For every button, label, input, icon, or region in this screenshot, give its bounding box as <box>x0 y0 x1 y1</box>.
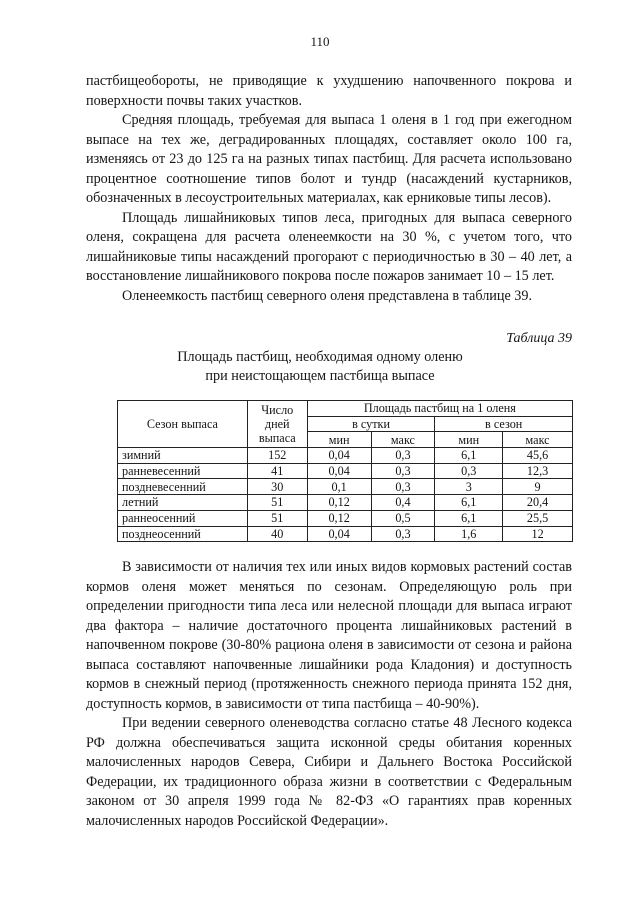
pasture-table <box>117 400 573 542</box>
paragraph: пастбищеобороты, не приводящие к ухудшению напочвенного покрова и поверхности почвы таких участков. <box>86 73 572 109</box>
table-row <box>118 510 573 526</box>
header-days <box>247 401 307 448</box>
cell-season-min: 6,1 <box>435 495 503 511</box>
cell-day-max: 0,5 <box>371 510 435 526</box>
cell-day-min: 0,1 <box>307 479 371 495</box>
cell-season: летний <box>118 495 248 511</box>
cell-season-max: 25,5 <box>503 510 573 526</box>
cell-days: 152 <box>247 448 307 464</box>
header-max: макс <box>371 432 435 448</box>
header-days-line: выпаса <box>258 431 296 446</box>
header-min: мин <box>307 432 371 448</box>
cell-season-min: 3 <box>435 479 503 495</box>
paragraph: Площадь лишайниковых типов леса, пригодных для выпаса северного оленя, сокращена для расчета оленеемкости на 30 %, с учетом того, что лишайниковые типы насаждений прогорают с периодичностью в 30 – 40 лет, а восстановление лишайникового покрова после пожаров занимает 10 – 15 лет. <box>86 209 572 284</box>
table-caption <box>0 348 640 386</box>
paragraph: Средняя площадь, требуемая для выпаса 1 оленя в 1 год при ежегодном выпасе на тех же, деградированных площадях, составляет около 100 га, изменяясь от 23 до 125 га на разных типах пастбищ. Для расчета использовано процентное соотношение типов болот и тундр (насаждений кустарников, обозначенных в лесоустроительных материалах, как ерниковые типы лесов). <box>86 112 572 206</box>
table-caption-line: при неистощающем пастбища выпасе <box>205 368 435 384</box>
cell-days: 51 <box>247 510 307 526</box>
cell-day-max: 0,4 <box>371 495 435 511</box>
cell-day-min: 0,04 <box>307 448 371 464</box>
cell-season-max: 45,6 <box>503 448 573 464</box>
cell-season: позднеосенний <box>118 526 248 542</box>
header-per-season: в сезон <box>435 416 573 432</box>
table-row <box>118 479 573 495</box>
cell-season: зимний <box>118 448 248 464</box>
paragraph: Оленеемкость пастбищ северного оленя представлена в таблице 39. <box>122 287 533 304</box>
table-caption-line: Площадь пастбищ, необходимая одному оленю <box>177 349 463 365</box>
header-min: мин <box>435 432 503 448</box>
table-row <box>118 463 573 479</box>
cell-season: раннеосенний <box>118 510 248 526</box>
header-days-line: Число <box>261 403 294 418</box>
cell-days: 40 <box>247 526 307 542</box>
cell-day-min: 0,04 <box>307 463 371 479</box>
table-row <box>118 526 573 542</box>
cell-days: 30 <box>247 479 307 495</box>
cell-season: ранневесенний <box>118 463 248 479</box>
header-area: Площадь пастбищ на 1 оленя <box>307 401 572 417</box>
cell-season-min: 0,3 <box>435 463 503 479</box>
cell-day-max: 0,3 <box>371 526 435 542</box>
text-block-top <box>86 72 572 306</box>
paragraph: При ведении северного оленеводства согласно статье 48 Лесного кодекса РФ должна обеспечиваться защита исконной среды обитания коренных малочисленных народов Севера, Сибири и Дальнего Востока Российской Федерации, их традиционного образа жизни в соответствии с Федеральным законом от 30 апреля 1999 года № 82-ФЗ «О гарантиях прав коренных малочисленных народов Российской Федерации». <box>86 715 572 829</box>
cell-season-min: 1,6 <box>435 526 503 542</box>
table-row <box>118 448 573 464</box>
cell-days: 41 <box>247 463 307 479</box>
cell-season-min: 6,1 <box>435 448 503 464</box>
cell-day-max: 0,3 <box>371 479 435 495</box>
header-days-line: дней <box>264 417 290 432</box>
cell-season-max: 12,3 <box>503 463 573 479</box>
table-header-row <box>118 401 573 417</box>
cell-day-min: 0,04 <box>307 526 371 542</box>
cell-season: поздневесенний <box>118 479 248 495</box>
page-number: 110 <box>310 34 330 49</box>
header-max: макс <box>503 432 573 448</box>
cell-day-max: 0,3 <box>371 448 435 464</box>
cell-day-min: 0,12 <box>307 510 371 526</box>
header-per-day: в сутки <box>307 416 435 432</box>
cell-days: 51 <box>247 495 307 511</box>
text-block-bottom <box>86 558 572 831</box>
cell-season-max: 20,4 <box>503 495 573 511</box>
cell-season-min: 6,1 <box>435 510 503 526</box>
paragraph: В зависимости от наличия тех или иных видов кормовых растений состав кормов оленя может меняться по сезонам. Определяющую роль при определении пригодности типа леса или нелесной площади для выпаса играют два фактора – наличие достаточного процента лишайниковых растений в напочвенном покрове (30-80% рациона оленя в зависимости от сезона и района выпаса составляют напочвенные лишайники рода Кладония) и доступность кормов в снежный период (протяженность снежного периода принята 152 дня, доступность кормов, в зависимости от типа пастбища – 40-90%). <box>86 559 572 712</box>
table-label: Таблица 39 <box>506 331 572 346</box>
table-row <box>118 495 573 511</box>
cell-day-min: 0,12 <box>307 495 371 511</box>
cell-day-max: 0,3 <box>371 463 435 479</box>
cell-season-max: 9 <box>503 479 573 495</box>
header-season: Сезон выпаса <box>118 401 248 448</box>
cell-season-max: 12 <box>503 526 573 542</box>
